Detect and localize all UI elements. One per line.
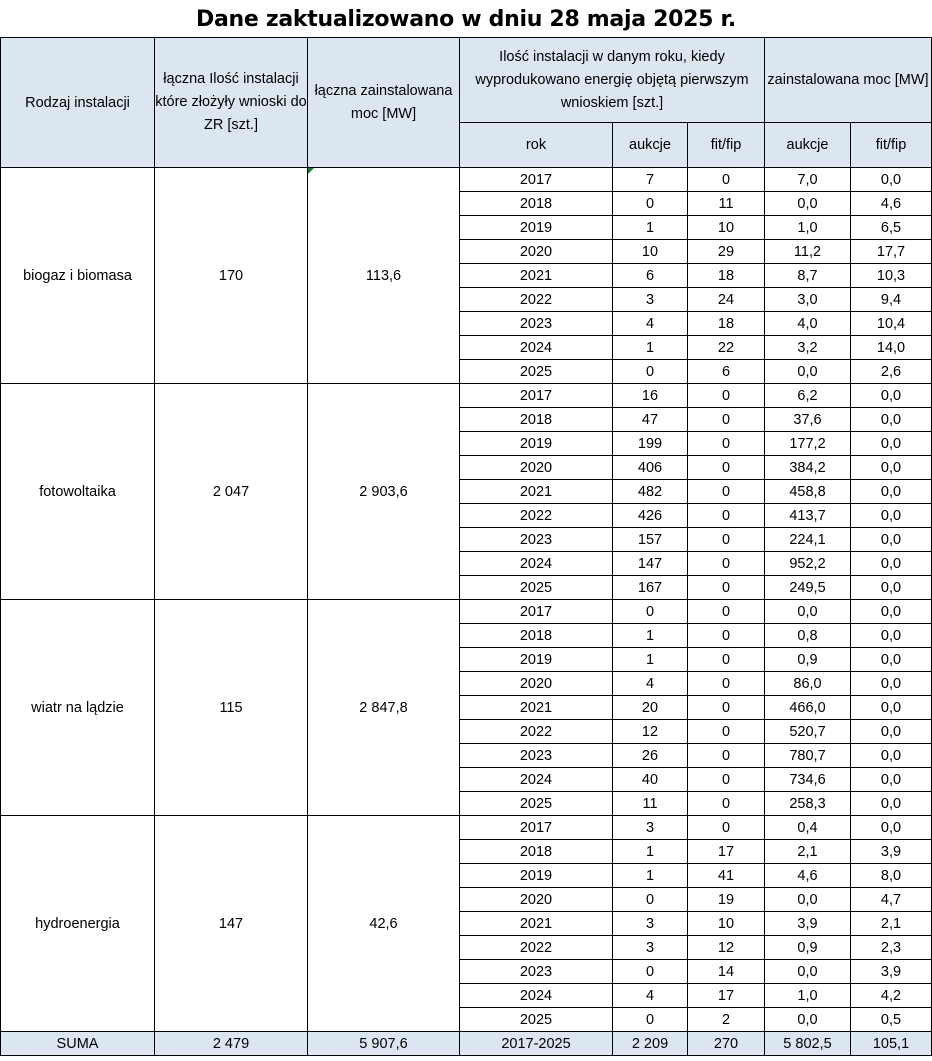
auctions-count-cell: 0 [613,192,688,216]
page-title: Dane zaktualizowano w dniu 28 maja 2025 r. [196,7,736,32]
year-cell: 2021 [460,264,613,288]
auctions-power-cell: 11,2 [765,240,851,264]
category-total-power: 113,6 [308,168,460,384]
fitfip-count-cell: 0 [688,480,765,504]
fitfip-power-cell: 10,3 [851,264,932,288]
fitfip-count-cell: 0 [688,384,765,408]
fitfip-power-cell: 4,7 [851,888,932,912]
year-cell: 2025 [460,792,613,816]
auctions-power-cell: 3,0 [765,288,851,312]
fitfip-power-cell: 2,3 [851,936,932,960]
fitfip-count-cell: 11 [688,192,765,216]
sum-row [1,1032,932,1056]
fitfip-power-cell: 0,0 [851,384,932,408]
year-cell: 2025 [460,576,613,600]
fitfip-count-cell: 0 [688,744,765,768]
auctions-count-cell: 10 [613,240,688,264]
sum-total-count: 2 479 [155,1032,308,1056]
auctions-power-cell: 0,0 [765,360,851,384]
year-cell: 2022 [460,504,613,528]
auctions-power-cell: 780,7 [765,744,851,768]
fitfip-count-cell: 0 [688,504,765,528]
fitfip-power-cell: 14,0 [851,336,932,360]
year-cell: 2017 [460,168,613,192]
sum-total-power: 5 907,6 [308,1032,460,1056]
fitfip-power-cell: 2,6 [851,360,932,384]
category-total-count: 170 [155,168,308,384]
category-name: biogaz i biomasa [1,168,155,384]
fitfip-count-cell: 17 [688,984,765,1008]
fitfip-power-cell: 0,0 [851,528,932,552]
category-name: hydroenergia [1,816,155,1032]
fitfip-power-cell: 0,5 [851,1008,932,1032]
fitfip-power-cell: 0,0 [851,480,932,504]
auctions-power-cell: 0,0 [765,600,851,624]
category-name: wiatr na lądzie [1,600,155,816]
auctions-count-cell: 0 [613,600,688,624]
fitfip-count-cell: 0 [688,792,765,816]
auctions-count-cell: 3 [613,288,688,312]
fitfip-power-cell: 0,0 [851,672,932,696]
year-cell: 2019 [460,432,613,456]
table-row [1,816,932,840]
fitfip-count-cell: 0 [688,720,765,744]
year-cell: 2024 [460,552,613,576]
auctions-count-cell: 167 [613,576,688,600]
header-total-count: łączna Ilość instalacji które złożyły wnioski do ZR [szt.] [155,38,308,168]
fitfip-count-cell: 0 [688,432,765,456]
fitfip-count-cell: 0 [688,408,765,432]
auctions-power-cell: 458,8 [765,480,851,504]
year-cell: 2020 [460,456,613,480]
fitfip-power-cell: 8,0 [851,864,932,888]
year-cell: 2024 [460,768,613,792]
year-cell: 2020 [460,672,613,696]
year-cell: 2023 [460,960,613,984]
auctions-power-cell: 0,8 [765,624,851,648]
auctions-count-cell: 26 [613,744,688,768]
fitfip-power-cell: 0,0 [851,432,932,456]
year-cell: 2021 [460,696,613,720]
auctions-count-cell: 147 [613,552,688,576]
auctions-count-cell: 1 [613,624,688,648]
auctions-count-cell: 426 [613,504,688,528]
auctions-count-cell: 3 [613,816,688,840]
fitfip-count-cell: 0 [688,648,765,672]
auctions-power-cell: 0,9 [765,648,851,672]
fitfip-count-cell: 22 [688,336,765,360]
year-cell: 2024 [460,984,613,1008]
header-total-power: łączna zainstalowana moc [MW] [308,38,460,168]
fitfip-count-cell: 2 [688,1008,765,1032]
auctions-power-cell: 0,9 [765,936,851,960]
fitfip-power-cell: 4,6 [851,192,932,216]
auctions-count-cell: 40 [613,768,688,792]
fitfip-count-cell: 29 [688,240,765,264]
auctions-power-cell: 520,7 [765,720,851,744]
auctions-count-cell: 0 [613,1008,688,1032]
auctions-power-cell: 413,7 [765,504,851,528]
fitfip-count-cell: 0 [688,768,765,792]
fitfip-power-cell: 10,4 [851,312,932,336]
fitfip-power-cell: 0,0 [851,624,932,648]
year-cell: 2019 [460,648,613,672]
auctions-count-cell: 11 [613,792,688,816]
auctions-power-cell: 86,0 [765,672,851,696]
auctions-count-cell: 157 [613,528,688,552]
year-cell: 2018 [460,408,613,432]
fitfip-power-cell: 0,0 [851,552,932,576]
auctions-power-cell: 37,6 [765,408,851,432]
year-cell: 2018 [460,192,613,216]
year-cell: 2025 [460,360,613,384]
header-auctions-mw: aukcje [765,123,851,168]
category-total-count: 2 047 [155,384,308,600]
fitfip-power-cell: 0,0 [851,792,932,816]
category-total-power: 2 903,6 [308,384,460,600]
auctions-power-cell: 8,7 [765,264,851,288]
auctions-count-cell: 47 [613,408,688,432]
fitfip-power-cell: 0,0 [851,504,932,528]
auctions-count-cell: 20 [613,696,688,720]
auctions-count-cell: 4 [613,312,688,336]
auctions-count-cell: 4 [613,984,688,1008]
auctions-power-cell: 466,0 [765,696,851,720]
sum-fitfip: 270 [688,1032,765,1056]
fitfip-power-cell: 9,4 [851,288,932,312]
auctions-power-cell: 3,2 [765,336,851,360]
category-total-count: 115 [155,600,308,816]
year-cell: 2022 [460,720,613,744]
year-cell: 2021 [460,480,613,504]
category-total-count: 147 [155,816,308,1032]
header-yearly-count: Ilość instalacji w danym roku, kiedy wyprodukowano energię objętą pierwszym wnioskiem [szt.] [460,38,765,123]
header-fitfip-mw: fit/fip [851,123,932,168]
fitfip-power-cell: 0,0 [851,768,932,792]
auctions-count-cell: 406 [613,456,688,480]
fitfip-count-cell: 24 [688,288,765,312]
fitfip-count-cell: 10 [688,216,765,240]
auctions-count-cell: 3 [613,936,688,960]
fitfip-power-cell: 0,0 [851,600,932,624]
year-cell: 2017 [460,600,613,624]
auctions-count-cell: 0 [613,360,688,384]
header-type: Rodzaj instalacji [1,38,155,168]
category-total-power: 42,6 [308,816,460,1032]
fitfip-count-cell: 19 [688,888,765,912]
category-total-power: 2 847,8 [308,600,460,816]
auctions-count-cell: 1 [613,648,688,672]
fitfip-count-cell: 6 [688,360,765,384]
fitfip-power-cell: 0,0 [851,576,932,600]
year-cell: 2022 [460,936,613,960]
year-cell: 2017 [460,816,613,840]
fitfip-count-cell: 41 [688,864,765,888]
auctions-count-cell: 3 [613,912,688,936]
auctions-power-cell: 952,2 [765,552,851,576]
fitfip-power-cell: 3,9 [851,840,932,864]
auctions-count-cell: 1 [613,864,688,888]
year-cell: 2017 [460,384,613,408]
auctions-count-cell: 1 [613,216,688,240]
auctions-count-cell: 1 [613,840,688,864]
auctions-power-cell: 0,0 [765,888,851,912]
auctions-power-cell: 3,9 [765,912,851,936]
auctions-power-cell: 1,0 [765,216,851,240]
year-cell: 2020 [460,240,613,264]
fitfip-count-cell: 0 [688,528,765,552]
fitfip-count-cell: 0 [688,552,765,576]
year-cell: 2021 [460,912,613,936]
fitfip-power-cell: 6,5 [851,216,932,240]
auctions-power-cell: 734,6 [765,768,851,792]
fitfip-power-cell: 0,0 [851,720,932,744]
sum-auctions-mw: 5 802,5 [765,1032,851,1056]
auctions-power-cell: 4,6 [765,864,851,888]
fitfip-power-cell: 0,0 [851,816,932,840]
auctions-power-cell: 0,0 [765,1008,851,1032]
auctions-power-cell: 1,0 [765,984,851,1008]
fitfip-power-cell: 0,0 [851,456,932,480]
auctions-power-cell: 7,0 [765,168,851,192]
auctions-power-cell: 6,2 [765,384,851,408]
fitfip-power-cell: 0,0 [851,648,932,672]
fitfip-count-cell: 0 [688,624,765,648]
fitfip-power-cell: 2,1 [851,912,932,936]
table-row [1,168,932,192]
auctions-count-cell: 1 [613,336,688,360]
year-cell: 2023 [460,528,613,552]
fitfip-count-cell: 0 [688,816,765,840]
fitfip-count-cell: 0 [688,168,765,192]
year-cell: 2019 [460,216,613,240]
auctions-count-cell: 482 [613,480,688,504]
auctions-power-cell: 2,1 [765,840,851,864]
auctions-count-cell: 12 [613,720,688,744]
year-cell: 2019 [460,864,613,888]
year-cell: 2018 [460,840,613,864]
fitfip-count-cell: 0 [688,576,765,600]
header-power-group: zainstalowana moc [MW] [765,38,932,123]
auctions-count-cell: 6 [613,264,688,288]
auctions-power-cell: 0,0 [765,192,851,216]
auctions-count-cell: 0 [613,960,688,984]
fitfip-power-cell: 0,0 [851,408,932,432]
table-body [1,168,932,1032]
auctions-power-cell: 258,3 [765,792,851,816]
fitfip-count-cell: 0 [688,696,765,720]
auctions-count-cell: 4 [613,672,688,696]
fitfip-count-cell: 0 [688,456,765,480]
sum-label: SUMA [1,1032,155,1056]
fitfip-count-cell: 18 [688,264,765,288]
auctions-count-cell: 7 [613,168,688,192]
sum-years: 2017-2025 [460,1032,613,1056]
fitfip-power-cell: 3,9 [851,960,932,984]
sum-auctions: 2 209 [613,1032,688,1056]
fitfip-power-cell: 0,0 [851,696,932,720]
fitfip-count-cell: 10 [688,912,765,936]
auctions-power-cell: 249,5 [765,576,851,600]
fitfip-count-cell: 0 [688,672,765,696]
fitfip-power-cell: 4,2 [851,984,932,1008]
fitfip-power-cell: 0,0 [851,168,932,192]
auctions-power-cell: 177,2 [765,432,851,456]
fitfip-count-cell: 17 [688,840,765,864]
year-cell: 2023 [460,312,613,336]
auctions-count-cell: 199 [613,432,688,456]
sum-fitfip-mw: 105,1 [851,1032,932,1056]
year-cell: 2018 [460,624,613,648]
fitfip-count-cell: 12 [688,936,765,960]
auctions-count-cell: 16 [613,384,688,408]
fitfip-count-cell: 14 [688,960,765,984]
auctions-power-cell: 384,2 [765,456,851,480]
table-row [1,600,932,624]
fitfip-count-cell: 18 [688,312,765,336]
auctions-power-cell: 4,0 [765,312,851,336]
category-name: fotowoltaika [1,384,155,600]
header-year: rok [460,123,613,168]
fitfip-power-cell: 17,7 [851,240,932,264]
auctions-power-cell: 224,1 [765,528,851,552]
table-row [1,384,932,408]
year-cell: 2023 [460,744,613,768]
year-cell: 2024 [460,336,613,360]
fitfip-power-cell: 0,0 [851,744,932,768]
installations-table [0,37,932,1056]
year-cell: 2025 [460,1008,613,1032]
auctions-power-cell: 0,4 [765,816,851,840]
auctions-count-cell: 0 [613,888,688,912]
year-cell: 2020 [460,888,613,912]
year-cell: 2022 [460,288,613,312]
fitfip-count-cell: 0 [688,600,765,624]
header-auctions: aukcje [613,123,688,168]
header-fitfip: fit/fip [688,123,765,168]
auctions-power-cell: 0,0 [765,960,851,984]
